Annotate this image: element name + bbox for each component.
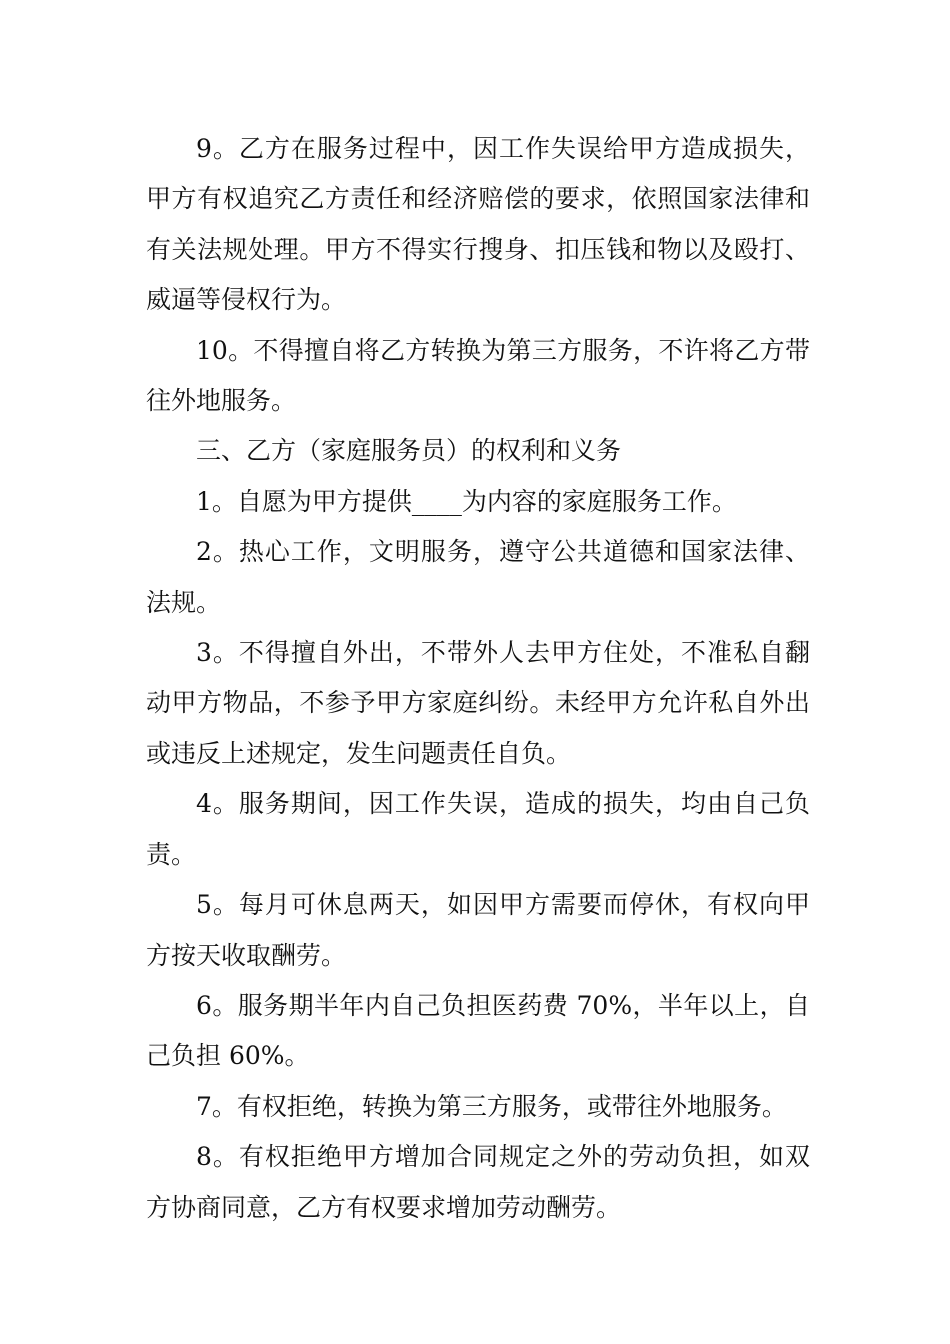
document-body (146, 124, 810, 1233)
party-b-clause-2: 2。热心工作，文明服务，遵守公共道德和国家法律、法规。 (146, 537, 810, 617)
clause-10: 10。不得擅自将乙方转换为第三方服务，不许将乙方带往外地服务。 (146, 335, 810, 416)
party-b-clause-7: 7。有权拒绝，转换为第三方服务，或带往外地服务。 (196, 1091, 787, 1121)
party-b-clause-3: 3。不得擅自外出，不带外人去甲方住处，不准私自翻动甲方物品，不参予甲方家庭纠纷。未经甲方允许私自外出或违反上述规定，发生问题责任自负。 (146, 638, 810, 768)
clause-9: 9。乙方在服务过程中，因工作失误给甲方造成损失，甲方有权追究乙方责任和经济赔偿的要求，依照国家法律和有关法规处理。甲方不得实行搜身、扣压钱和物以及殴打、威逼等侵权行为。 (146, 134, 810, 315)
party-b-clause-6: 6。服务期半年内自己负担医药费 70%，半年以上，自己负担 60%。 (146, 990, 810, 1071)
party-b-clause-4: 4。服务期间，因工作失误，造成的损失，均由自己负责。 (146, 789, 810, 869)
party-b-clause-1: 1。自愿为甲方提供____为内容的家庭服务工作。 (196, 486, 737, 516)
party-b-clause-8: 8。有权拒绝甲方增加合同规定之外的劳动负担，如双方协商同意，乙方有权要求增加劳动酬劳。 (146, 1142, 810, 1222)
party-b-clause-5: 5。每月可休息两天，如因甲方需要而停休，有权向甲方按天收取酬劳。 (146, 890, 810, 970)
section-heading-party-b-rights: 三、乙方（家庭服务员）的权利和义务 (196, 436, 622, 466)
